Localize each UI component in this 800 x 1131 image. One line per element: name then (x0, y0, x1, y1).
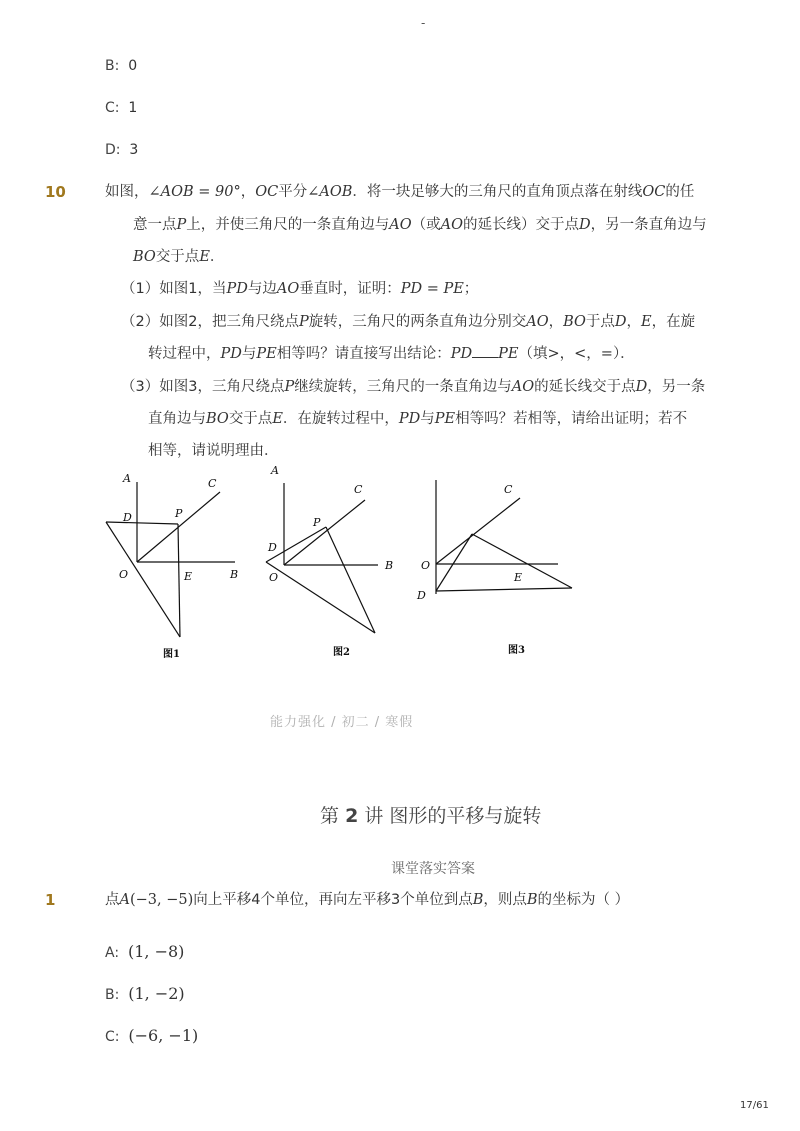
math: P (176, 217, 187, 233)
option-value: 1 (128, 100, 138, 116)
text: ． (209, 249, 225, 265)
text: 的延长线交于点 (534, 379, 636, 395)
text: ，另一条 (647, 379, 706, 395)
fig2-label-d: D (268, 541, 277, 554)
math: P (298, 314, 309, 330)
text: ，另一条直角边与 (590, 217, 707, 233)
math: E (199, 249, 210, 265)
fig3-label-d: D (417, 589, 426, 602)
fig1-label-c: C (208, 477, 217, 490)
text: 相等吗？若相等，请给出证明；若不 (455, 411, 688, 427)
text: （填 (518, 346, 548, 362)
text: 旋转，三角尺的两条直角边分别交 (308, 314, 527, 330)
text: 继续旋转，三角尺的一条直角边与 (294, 379, 512, 395)
figure-2 (266, 483, 378, 633)
option-b (105, 58, 137, 74)
option-value: 3 (129, 142, 139, 158)
question-number-1: 1 (45, 891, 56, 909)
q10-stem-line2 (133, 215, 707, 235)
breadcrumb-footer: 能力强化 / 初二 / 寒假 (270, 715, 414, 730)
text: ， (240, 184, 256, 200)
option-label: B: (105, 58, 120, 74)
text: （2）如图2，把三角尺绕点 (121, 314, 299, 330)
math: PD (450, 346, 473, 362)
text: ，则点 (483, 892, 527, 908)
lesson-subtitle: 课堂落实答案 (391, 861, 475, 877)
text: 相等吗？请直接写出结论： (276, 346, 451, 362)
q1-option-c (105, 1026, 198, 1045)
text: 平分 (278, 184, 308, 200)
option-label: C: (105, 1029, 120, 1045)
math: > (547, 346, 560, 362)
fig2-label-a: A (271, 464, 279, 477)
text: 意一点 (133, 217, 177, 233)
text: ， (626, 314, 642, 330)
text: 如图， (105, 184, 149, 200)
option-d (105, 142, 138, 158)
text: 垂直时，证明： (299, 281, 401, 297)
text: 交于点 (228, 411, 273, 427)
lesson-prefix: 第 (320, 805, 340, 827)
math: AO (526, 314, 549, 330)
fig3-pd (436, 534, 472, 591)
option-value: (1, −2) (128, 984, 185, 1003)
fig1-hypotenuse (106, 522, 180, 637)
q10-stem-line1 (105, 182, 694, 202)
q1-option-b (105, 984, 185, 1003)
option-value: (1, −8) (127, 942, 185, 961)
text: （或 (411, 217, 441, 233)
math: P (284, 379, 295, 395)
question-number-10: 10 (45, 183, 66, 201)
q10-part2-line2 (148, 344, 635, 364)
lesson-number: 2 (345, 805, 359, 827)
math: < (574, 346, 587, 362)
fig1-label-d: D (123, 511, 132, 524)
fig3-label-e: E (514, 571, 523, 584)
text: 向上平移4个单位，再向左平移3个单位到点 (193, 892, 473, 908)
math: AO (389, 217, 412, 233)
fig1-label-a: A (123, 472, 131, 485)
text: 直角边与 (148, 411, 206, 427)
q1-option-a (105, 942, 184, 961)
fig3-caption: 图3 (508, 645, 525, 656)
option-value: (−6, −1) (128, 1026, 199, 1045)
page-number: 17/61 (740, 1100, 769, 1111)
math: E (272, 411, 283, 427)
text: 与 (420, 411, 435, 427)
math: OC (255, 184, 279, 200)
text: 的任 (665, 184, 695, 200)
fig2-label-b: B (385, 559, 394, 572)
text: 与边 (247, 281, 277, 297)
q10-part1 (121, 279, 478, 299)
math: D (578, 217, 591, 233)
q10-part3-line2 (148, 409, 687, 429)
math: OC (642, 184, 666, 200)
figure-3 (436, 480, 572, 594)
math: B (472, 892, 484, 908)
math: BO (133, 249, 156, 265)
text: ．在旋转过程中， (282, 411, 399, 427)
text: 交于点 (155, 249, 200, 265)
math: BO (563, 314, 586, 330)
text: ，在旋 (651, 314, 696, 330)
option-label: C: (105, 100, 120, 116)
option-label: D: (105, 142, 121, 158)
option-label: A: (105, 945, 120, 961)
lesson-title (320, 801, 541, 828)
q10-part3-line1 (121, 377, 705, 397)
text: 与 (241, 346, 257, 362)
math: A (119, 892, 130, 908)
fig1-label-p: P (175, 507, 183, 520)
text: 的坐标为（ ） (537, 892, 630, 908)
math: PE (256, 346, 277, 362)
math: ∠AOB = 90° (148, 184, 241, 200)
math: AO (511, 379, 535, 395)
option-c (105, 100, 137, 116)
fig1-label-o: O (119, 568, 129, 581)
lesson-suffix: 讲 图形的平移与旋转 (364, 805, 542, 827)
fig2-caption: 图2 (333, 647, 350, 658)
text: ， (586, 346, 601, 362)
math: AO (440, 217, 463, 233)
figures (0, 460, 800, 670)
math: B (526, 892, 538, 908)
fig1-label-e: E (184, 570, 193, 583)
math: PE (498, 346, 519, 362)
text: 转过程中， (148, 346, 221, 362)
math: E (641, 314, 652, 330)
fig1-pe (178, 524, 180, 637)
option-value: 0 (128, 58, 138, 74)
text: （1）如图1，当 (121, 281, 227, 297)
fig1-caption: 图1 (163, 649, 180, 660)
option-label: B: (105, 987, 120, 1003)
math: PE (434, 411, 456, 427)
fig2-ray-oc (284, 500, 365, 565)
figure-1 (106, 482, 235, 637)
math: PD = PE (400, 281, 464, 297)
text: ， (548, 314, 564, 330)
fig3-label-c: C (504, 483, 513, 496)
math: = (600, 346, 613, 362)
q10-part2-line1 (121, 312, 695, 332)
math: BO (206, 411, 229, 427)
q10-stem-line3 (133, 247, 224, 267)
math: D (614, 314, 627, 330)
math: PD (398, 411, 421, 427)
text: ．将一块足够大的三角尺的直角顶点落在射线 (352, 184, 643, 200)
q1-stem (105, 890, 629, 910)
text: （3）如图3，三角尺绕点 (121, 379, 285, 395)
math: ∠AOB (307, 184, 353, 200)
fig1-pd (106, 522, 178, 524)
math: PD (220, 346, 242, 362)
answer-blank[interactable] (472, 345, 498, 358)
text: 的延长线）交于点 (462, 217, 579, 233)
q10-part3-line3 (148, 441, 279, 461)
fig3-label-o: O (421, 559, 431, 572)
fig2-label-o: O (269, 571, 279, 584)
text: 相等，请说明理由． (148, 443, 279, 459)
math: D (635, 379, 648, 395)
header-mark: - (421, 16, 426, 30)
fig3-ray-oc (436, 498, 520, 564)
fig3-hypotenuse (436, 588, 572, 591)
text: ）． (612, 346, 635, 362)
text: 点 (105, 892, 120, 908)
math: AO (276, 281, 300, 297)
fig1-label-b: B (230, 568, 239, 581)
fig2-label-p: P (313, 516, 321, 529)
math: PD (226, 281, 248, 297)
math: (−3, −5) (129, 892, 194, 908)
text: ， (559, 346, 575, 362)
text: ； (463, 281, 479, 297)
text: 于点 (585, 314, 615, 330)
fig2-label-c: C (354, 483, 363, 496)
text: 上，并使三角尺的一条直角边与 (186, 217, 390, 233)
